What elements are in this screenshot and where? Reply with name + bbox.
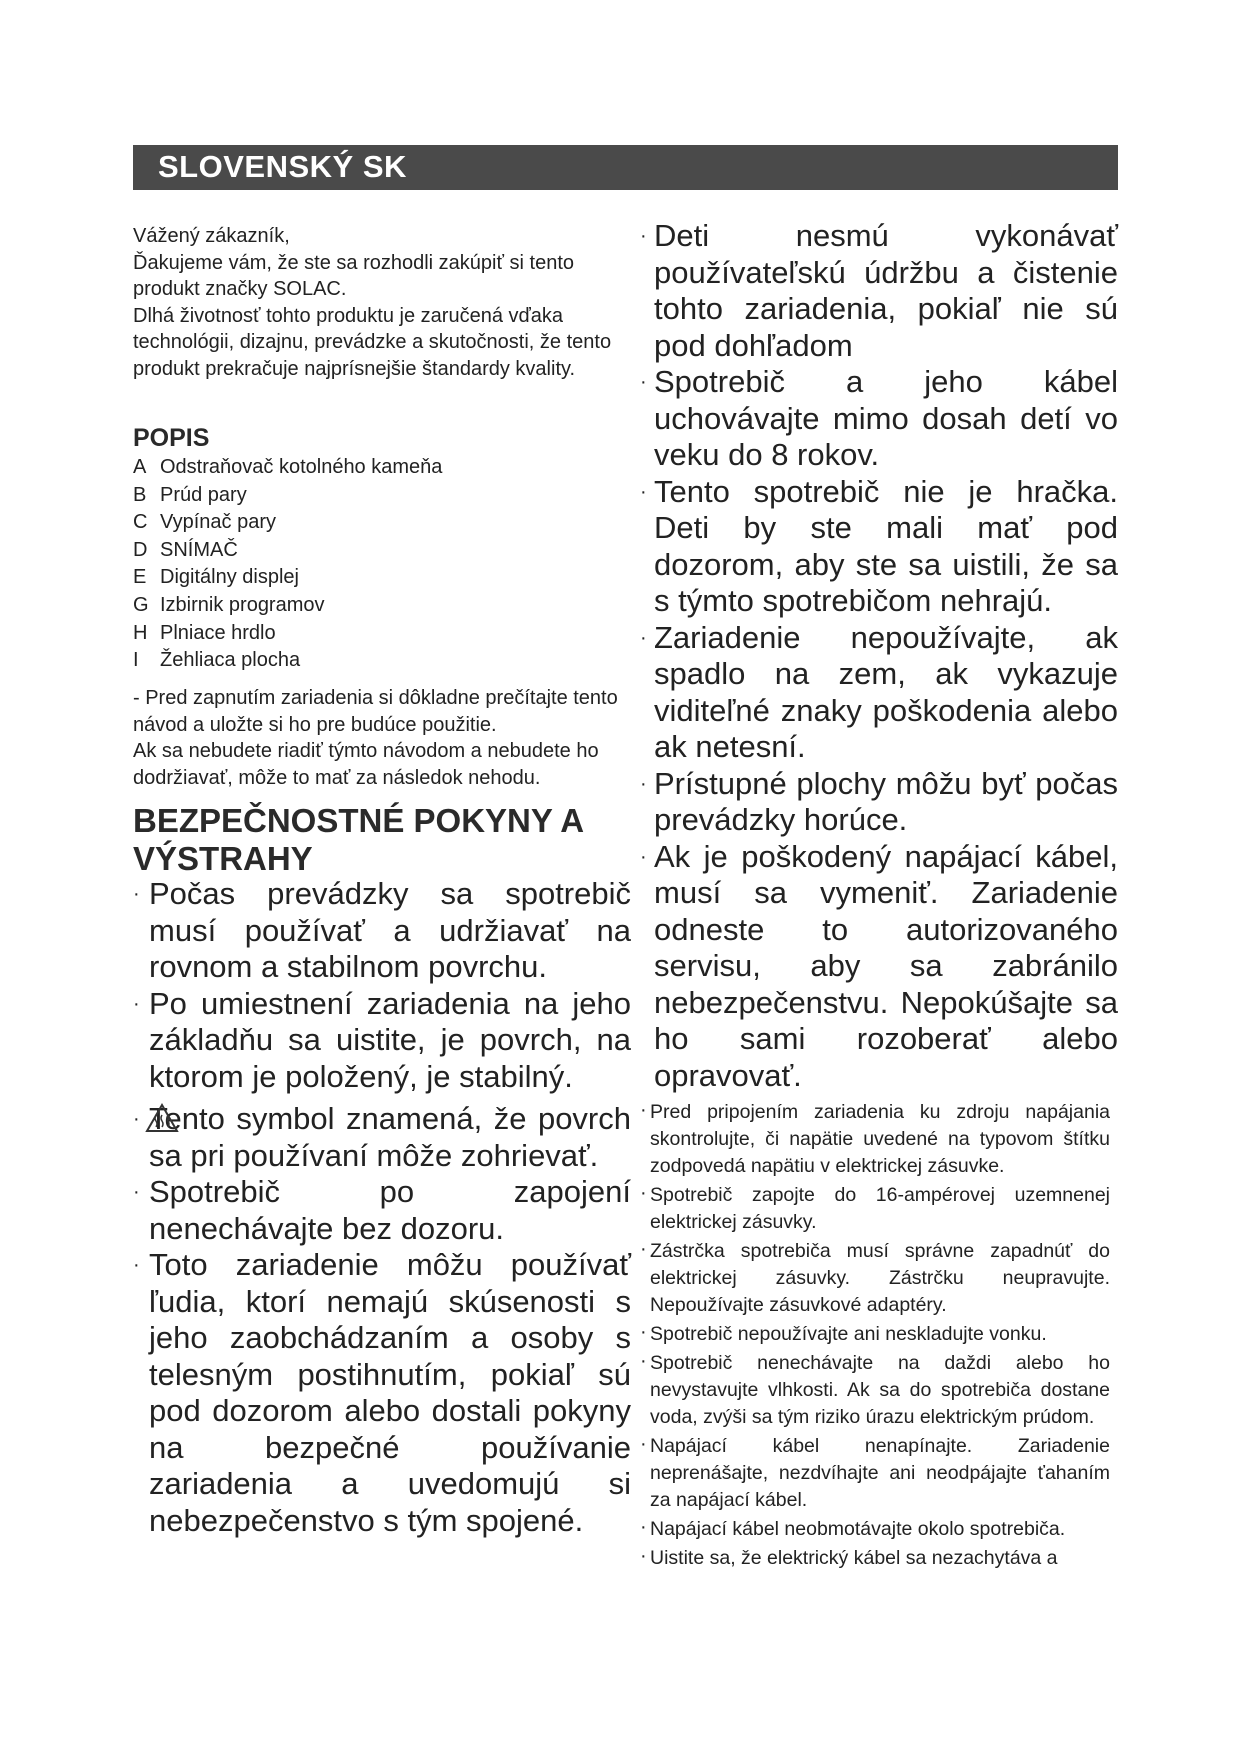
list-item: · Tento symbol znamená, že povrch sa pri používaní môže zohrievať. [133,1101,631,1173]
list-item: · Napájací kábel nenapínajte. Zariadenie neprenášajte, nezdvíhajte ani neodpájajte ťahaním za napájací kábel. [640,1433,1110,1511]
list-item: · Zástrčka spotrebiča musí správne zapadnúť do elektrickej zásuvky. Zástrčku neupravujte. Nepoužívajte zásuvkové adaptéry. [640,1238,1110,1316]
note-accident: Ak sa nebudete riadiť týmto návodom a nebudete ho dodržiavať, môže to mať za následok nehodu. [133,740,599,789]
instructions-note [133,685,631,791]
list-item: C Vypínač pary [133,511,276,534]
popis-list [133,454,631,675]
list-item: · Tento spotrebič nie je hračka. Deti by ste mali mať pod dozorom, aby ste sa uistili, že sa s týmto spotrebičom nehrajú. [640,473,1118,618]
list-item: · Spotrebič nenechávajte na daždi alebo ho nevystavujte vlhkosti. Ak sa do spotrebiča dostane voda, zvýši sa tým riziko úrazu elektrickým prúdom. [640,1350,1110,1428]
intro-quality: Dlhá životnosť tohto produktu je zaručená vďaka technológii, dizajnu, prevádzke a skutočnosti, že tento produkt prekračuje najprísnejšie štandardy kvality. [133,304,612,380]
list-item: · Spotrebič po zapojení nenechávajte bez dozoru. [133,1174,631,1246]
list-item: · Spotrebič nepoužívajte ani neskladujte vonku. [640,1321,1047,1345]
list-item: · Počas prevádzky sa spotrebič musí používať a udržiavať na rovnom a stabilnom povrchu. [133,876,631,984]
list-item: · Deti nesmú vykonávať používateľskú údržbu a čistenie tohto zariadenia, pokiaľ nie sú pod dohľadom [640,218,1118,363]
list-item: D SNÍMAČ [133,538,238,561]
list-item: · Toto zariadenie môžu používať ľudia, ktorí nemajú skúsenosti s jeho zaobchádzaním a osoby s telesným postihnutím, pokiaľ sú pod dozorom alebo dostali pokyny na bezpečné používanie zariadenia a uvedomujú si nebezpečenstvo s tým spojené. [133,1247,631,1538]
list-item: G Izbirnik programov [133,593,325,616]
list-item: · Zariadenie nepoužívajte, ak spadlo na zem, ak vykazuje viditeľné znaky poškodenia alebo ak netesní. [640,619,1118,764]
list-item: · Napájací kábel neobmotávajte okolo spotrebiča. [640,1516,1066,1540]
list-item: · Uistite sa, že elektrický kábel sa nezachytáva a [640,1545,1058,1569]
language-header-bar [133,145,1118,190]
language-title: SLOVENSKÝ SK [158,149,407,184]
popis-heading: POPIS [133,424,210,452]
list-item: · Spotrebič zapojte do 16-ampérovej uzemnenej elektrickej zásuvky. [640,1182,1110,1233]
list-item: · Ak je poškodený napájací kábel, musí sa vymeniť. Zariadenie odneste to autorizovaného servisu, aby sa zabránilo nebezpečenstvu. Nepokúšajte sa ho sami rozoberať alebo opravovať. [640,838,1118,1093]
list-item: · Prístupné plochy môžu byť počas prevádzky horúce. [640,765,1118,837]
list-item: · Pred pripojením zariadenia ku zdroju napájania skontrolujte, či napätie uvedené na typovom štítku zodpovedá napätiu v elektrickej zásuvke. [640,1099,1110,1177]
list-item: A Odstraňovač kotolného kameňa [133,456,443,478]
safety-list-right [640,218,1118,1094]
safety-list-left [133,876,631,1539]
list-item: I Žehliaca plocha [133,649,301,672]
hot-surface-warning-icon [145,1103,179,1133]
intro-greeting: Vážený zákazník, [133,225,290,247]
list-item: H Plniace hrdlo [133,621,276,644]
list-item: E Digitálny displej [133,566,299,589]
safety-heading: BEZPEČNOSTNÉ POKYNY A VÝSTRAHY [133,802,585,877]
electrical-safety-list [640,1099,1110,1574]
note-read-manual: - Pred zapnutím zariadenia si dôkladne prečítajte tento návod a uložte si ho pre budúce použitie. [133,687,618,736]
list-item: B Prúd pary [133,483,247,506]
intro-text [133,223,631,382]
intro-thanks: Ďakujeme vám, že ste sa rozhodli zakúpiť si tento produkt značky SOLAC. [133,251,575,300]
list-item: · Po umiestnení zariadenia na jeho základňu sa uistite, je povrch, na ktorom je položený, je stabilný. [133,985,631,1094]
list-item: · Spotrebič a jeho kábel uchovávajte mimo dosah detí vo veku do 8 rokov. [640,364,1118,472]
